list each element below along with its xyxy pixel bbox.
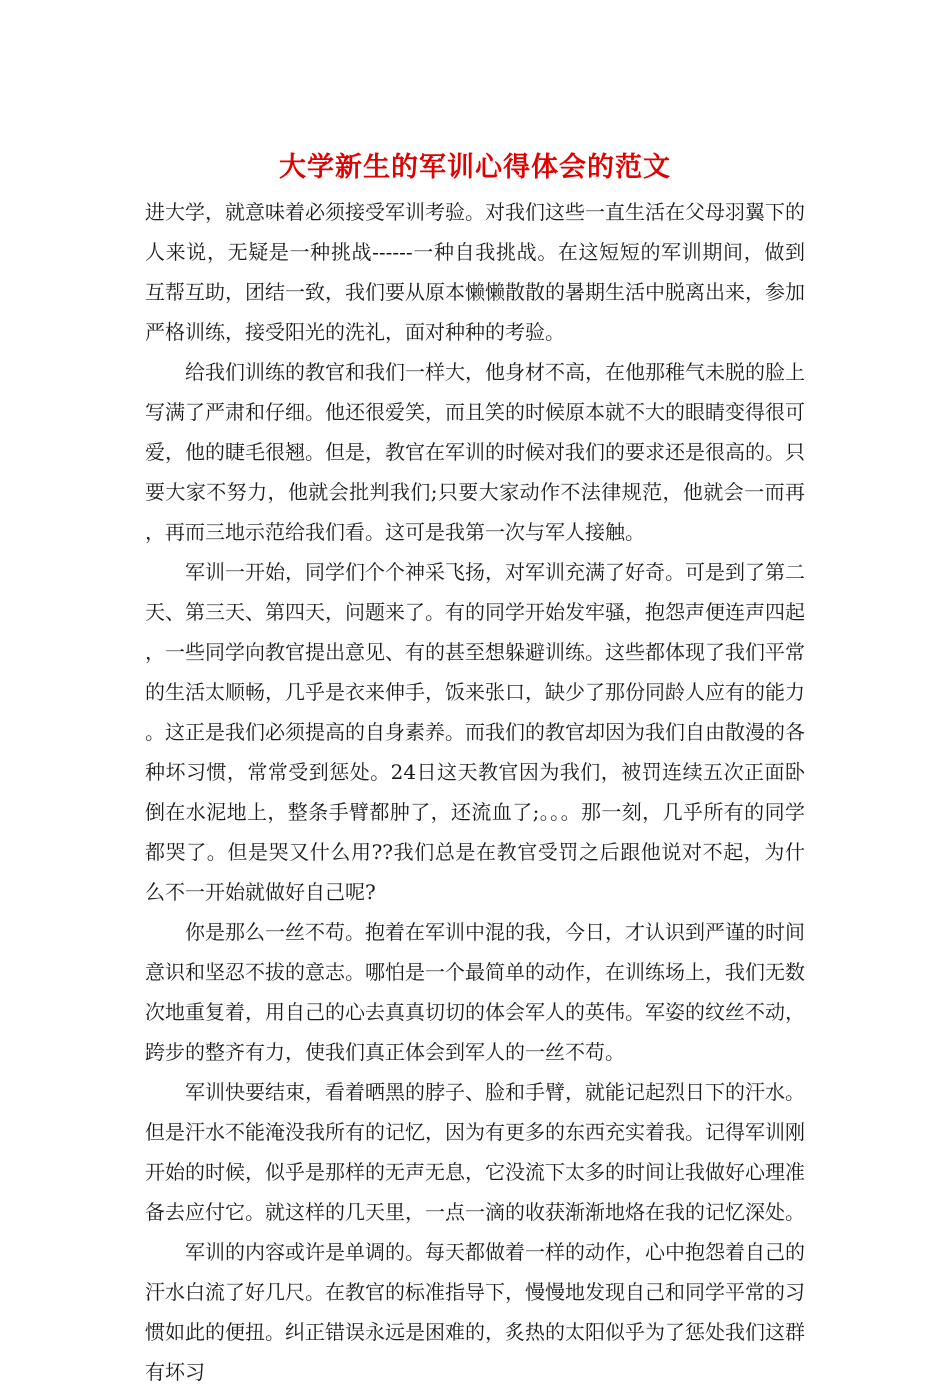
paragraph-2: 给我们训练的教官和我们一样大，他身材不高，在他那稚气未脱的脸上写满了严肃和仔细。他还很爱笑，而且笑的时候原本就不大的眼睛变得很可爱，他的睫毛很翘。但是，教官在军训的时候对我们的要求还是很高的。只要大家不努力，他就会批判我们;只要大家动作不法律规范，他就会一而再，再而三地示范给我们看。这可是我第一次与军人接触。: [145, 360, 805, 544]
document-body: [145, 192, 805, 1392]
paragraph-4: 你是那么一丝不苟。抱着在军训中混的我，今日，才认识到严谨的时间意识和坚忍不拔的意志。哪怕是一个最简单的动作，在训练场上，我们无数次地重复着，用自己的心去真真切切的体会军人的英伟。军姿的纹丝不动，跨步的整齐有力，使我们真正体会到军人的一丝不苟。: [145, 920, 805, 1064]
paragraph-3: 军训一开始，同学们个个神采飞扬，对军训充满了好奇。可是到了第二天、第三天、第四天，问题来了。有的同学开始发牢骚，抱怨声便连声四起，一些同学向教官提出意见、有的甚至想躲避训练。这些都体现了我们平常的生活太顺畅，几乎是衣来伸手，饭来张口，缺少了那份同龄人应有的能力。这正是我们必须提高的自身素养。而我们的教官却因为我们自由散漫的各种坏习惯，常常受到惩处。24日这天教官因为我们，被罚连续五次正面卧倒在水泥地上，整条手臂都肿了，还流血了;。。。那一刻，几乎所有的同学都哭了。但是哭又什么用??我们总是在教官受罚之后跟他说对不起，为什么不一开始就做好自己呢?: [145, 560, 805, 904]
paragraph-6: 军训的内容或许是单调的。每天都做着一样的动作，心中抱怨着自己的汗水白流了好几尺。在教官的标准指导下，慢慢地发现自己和同学平常的习惯如此的便扭。纠正错误永远是困难的，炙热的太阳似乎为了惩处我们这群有坏习: [145, 1240, 805, 1384]
document-title: 大学新生的军训心得体会的范文: [279, 152, 671, 183]
paragraph-1: 进大学，就意味着必须接受军训考验。对我们这些一直生活在父母羽翼下的人来说，无疑是一种挑战------一种自我挑战。在这短短的军训期间，做到互帮互助，团结一致，我们要从原本懒懒散散的暑期生活中脱离出来，参加严格训练，接受阳光的洗礼，面对种种的考验。: [145, 200, 805, 344]
paragraph-5: 军训快要结束，看着晒黑的脖子、脸和手臂，就能记起烈日下的汗水。但是汗水不能淹没我所有的记忆，因为有更多的东西充实着我。记得军训刚开始的时候，似乎是那样的无声无息，它没流下太多的时间让我做好心理准备去应付它。就这样的几天里，一点一滴的收获渐渐地烙在我的记忆深处。: [145, 1080, 805, 1224]
